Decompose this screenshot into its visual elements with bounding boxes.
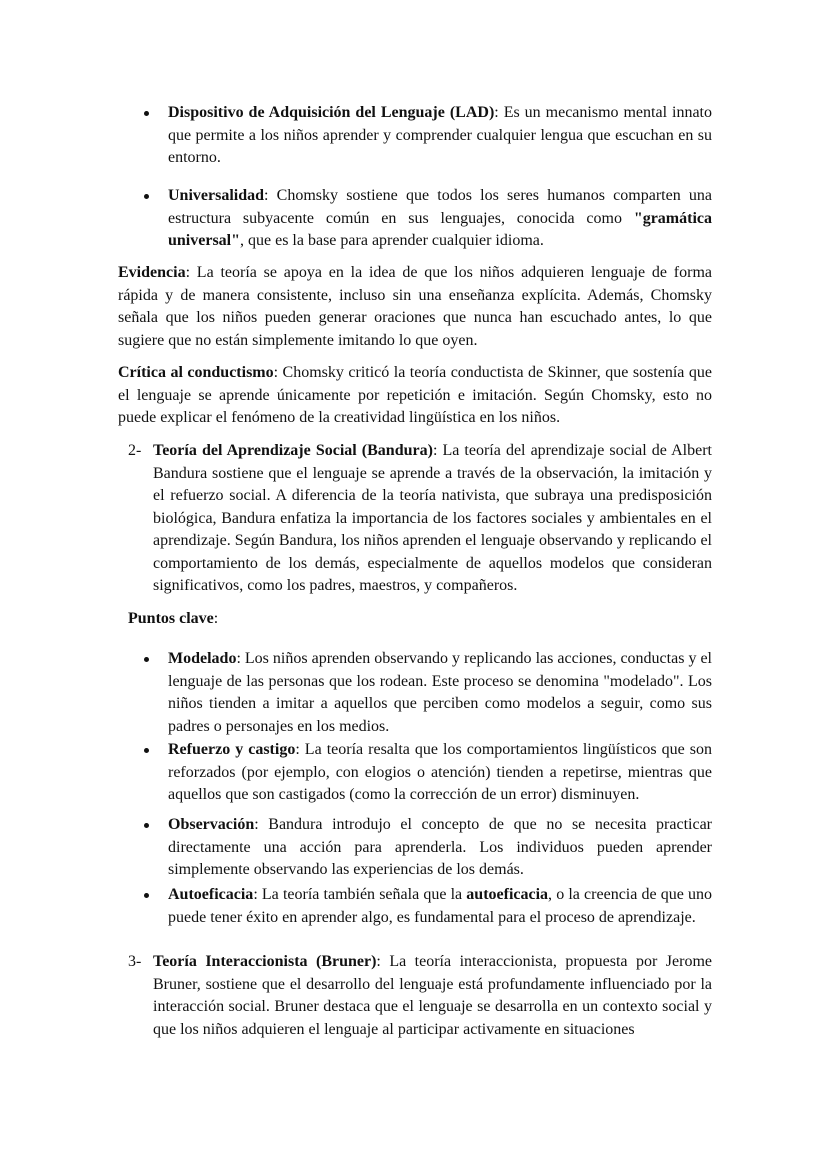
heading-puntos-clave bbox=[128, 608, 218, 631]
body-text: : Chomsky sostiene que todos los seres humanos comparten una estructura subyacente común en sus lenguajes, conocida como bbox=[168, 187, 712, 227]
bold-term: Autoeficacia bbox=[168, 886, 254, 903]
bold-term: Universalidad bbox=[168, 187, 265, 204]
bullet-modelado bbox=[168, 648, 712, 738]
list-number: 2- bbox=[128, 442, 142, 459]
numbered-item-bruner bbox=[128, 951, 712, 1041]
body-text: : Chomsky criticó la teoría conductista de Skinner, que sostenía que el lenguaje se aprende únicamente por repetición e imitación. Según Chomsky, esto no puede explicar el fenómeno de la creatividad lingüística en los niños. bbox=[118, 364, 712, 426]
bold-term: autoeficacia bbox=[466, 886, 549, 903]
bullet-icon bbox=[144, 657, 149, 662]
body-text: , o la creencia de que uno puede tener éxito en aprender algo, es fundamental para el proceso de aprendizaje. bbox=[168, 886, 713, 926]
bold-term: Teoría Interaccionista (Bruner) bbox=[153, 953, 377, 970]
list-number: 3- bbox=[128, 953, 142, 970]
body-text: : Bandura introdujo el concepto de que no se necesita practicar directamente una acción para aprenderla. Los individuos pueden aprender simplemente observando las experiencias de los demás. bbox=[168, 816, 712, 878]
bullet-icon bbox=[144, 893, 149, 898]
bold-term: Dispositivo de Adquisición del Lenguaje (LAD) bbox=[168, 104, 495, 121]
bold-term: Observación bbox=[168, 816, 255, 833]
bold-term: "gramática universal" bbox=[168, 209, 712, 249]
bullet-lad bbox=[168, 102, 712, 170]
paragraph-critica-conductismo bbox=[118, 362, 712, 430]
body-text: : Los niños aprenden observando y replicando las acciones, conductas y el lenguaje de las personas que los rodean. Este proceso se denomina "modelado". Los niños tienden a imitar a aquellos que perciben como modelos a seguir, como sus padres o personajes en los medios. bbox=[168, 650, 712, 735]
bold-term: Crítica al conductismo bbox=[118, 364, 274, 381]
body-text: : La teoría se apoya en la idea de que los niños adquieren lenguaje de forma rápida y de manera consistente, incluso sin una enseñanza explícita. Además, Chomsky señala que los niños pueden generar oraciones que nunca han escuchado antes, lo que sugiere que no están simplemente imitando lo que oyen. bbox=[118, 264, 712, 349]
bold-term: Evidencia bbox=[118, 264, 186, 281]
bold-term: Modelado bbox=[168, 650, 237, 667]
bullet-observacion bbox=[168, 814, 712, 882]
body-text: : La teoría del aprendizaje social de Albert Bandura sostiene que el lenguaje se aprende a través de la observación, la imitación y el refuerzo social. A diferencia de la teoría nativista, que subraya una predisposición biológica, Bandura enfatiza la importancia de los factores sociales y ambientales en el aprendizaje. Según Bandura, los niños aprenden el lenguaje observando y replicando el comportamiento de los demás, especialmente de aquellos modelos que consideran significativos, como los padres, maestros, y compañeros. bbox=[153, 442, 712, 594]
bullet-icon bbox=[144, 111, 149, 116]
body-text: : La teoría también señala que la bbox=[253, 886, 467, 903]
bullet-refuerzo-castigo bbox=[168, 739, 712, 807]
body-text: : La teoría interaccionista, propuesta por Jerome Bruner, sostiene que el desarrollo del lenguaje está profundamente influenciado por la interacción social. Bruner destaca que el lenguaje se desarrolla en un contexto social y que los niños adquieren el lenguaje al participar activamente en situaciones bbox=[153, 953, 712, 1038]
body-text: : Es un mecanismo mental innato que permite a los niños aprender y comprender cualquier lengua que escuchan en su entorno. bbox=[168, 104, 712, 166]
body-text: , que es la base para aprender cualquier idioma. bbox=[240, 232, 544, 249]
bullet-autoeficacia bbox=[168, 884, 712, 929]
paragraph-evidencia bbox=[118, 262, 712, 352]
bold-term: Teoría del Aprendizaje Social (Bandura) bbox=[153, 442, 433, 459]
bold-term: Refuerzo y castigo bbox=[168, 741, 296, 758]
bullet-icon bbox=[144, 748, 149, 753]
bullet-icon bbox=[144, 194, 149, 199]
bold-term: Puntos clave bbox=[128, 610, 214, 627]
body-text: : bbox=[213, 610, 219, 627]
bullet-icon bbox=[144, 823, 149, 828]
numbered-item-bandura bbox=[128, 440, 712, 598]
bullet-universalidad bbox=[168, 185, 712, 253]
body-text: : La teoría resalta que los comportamientos lingüísticos que son reforzados (por ejemplo, con elogios o atención) tienden a repetirse, mientras que aquellos que son castigados (como la corrección de un error) disminuyen. bbox=[168, 741, 712, 803]
